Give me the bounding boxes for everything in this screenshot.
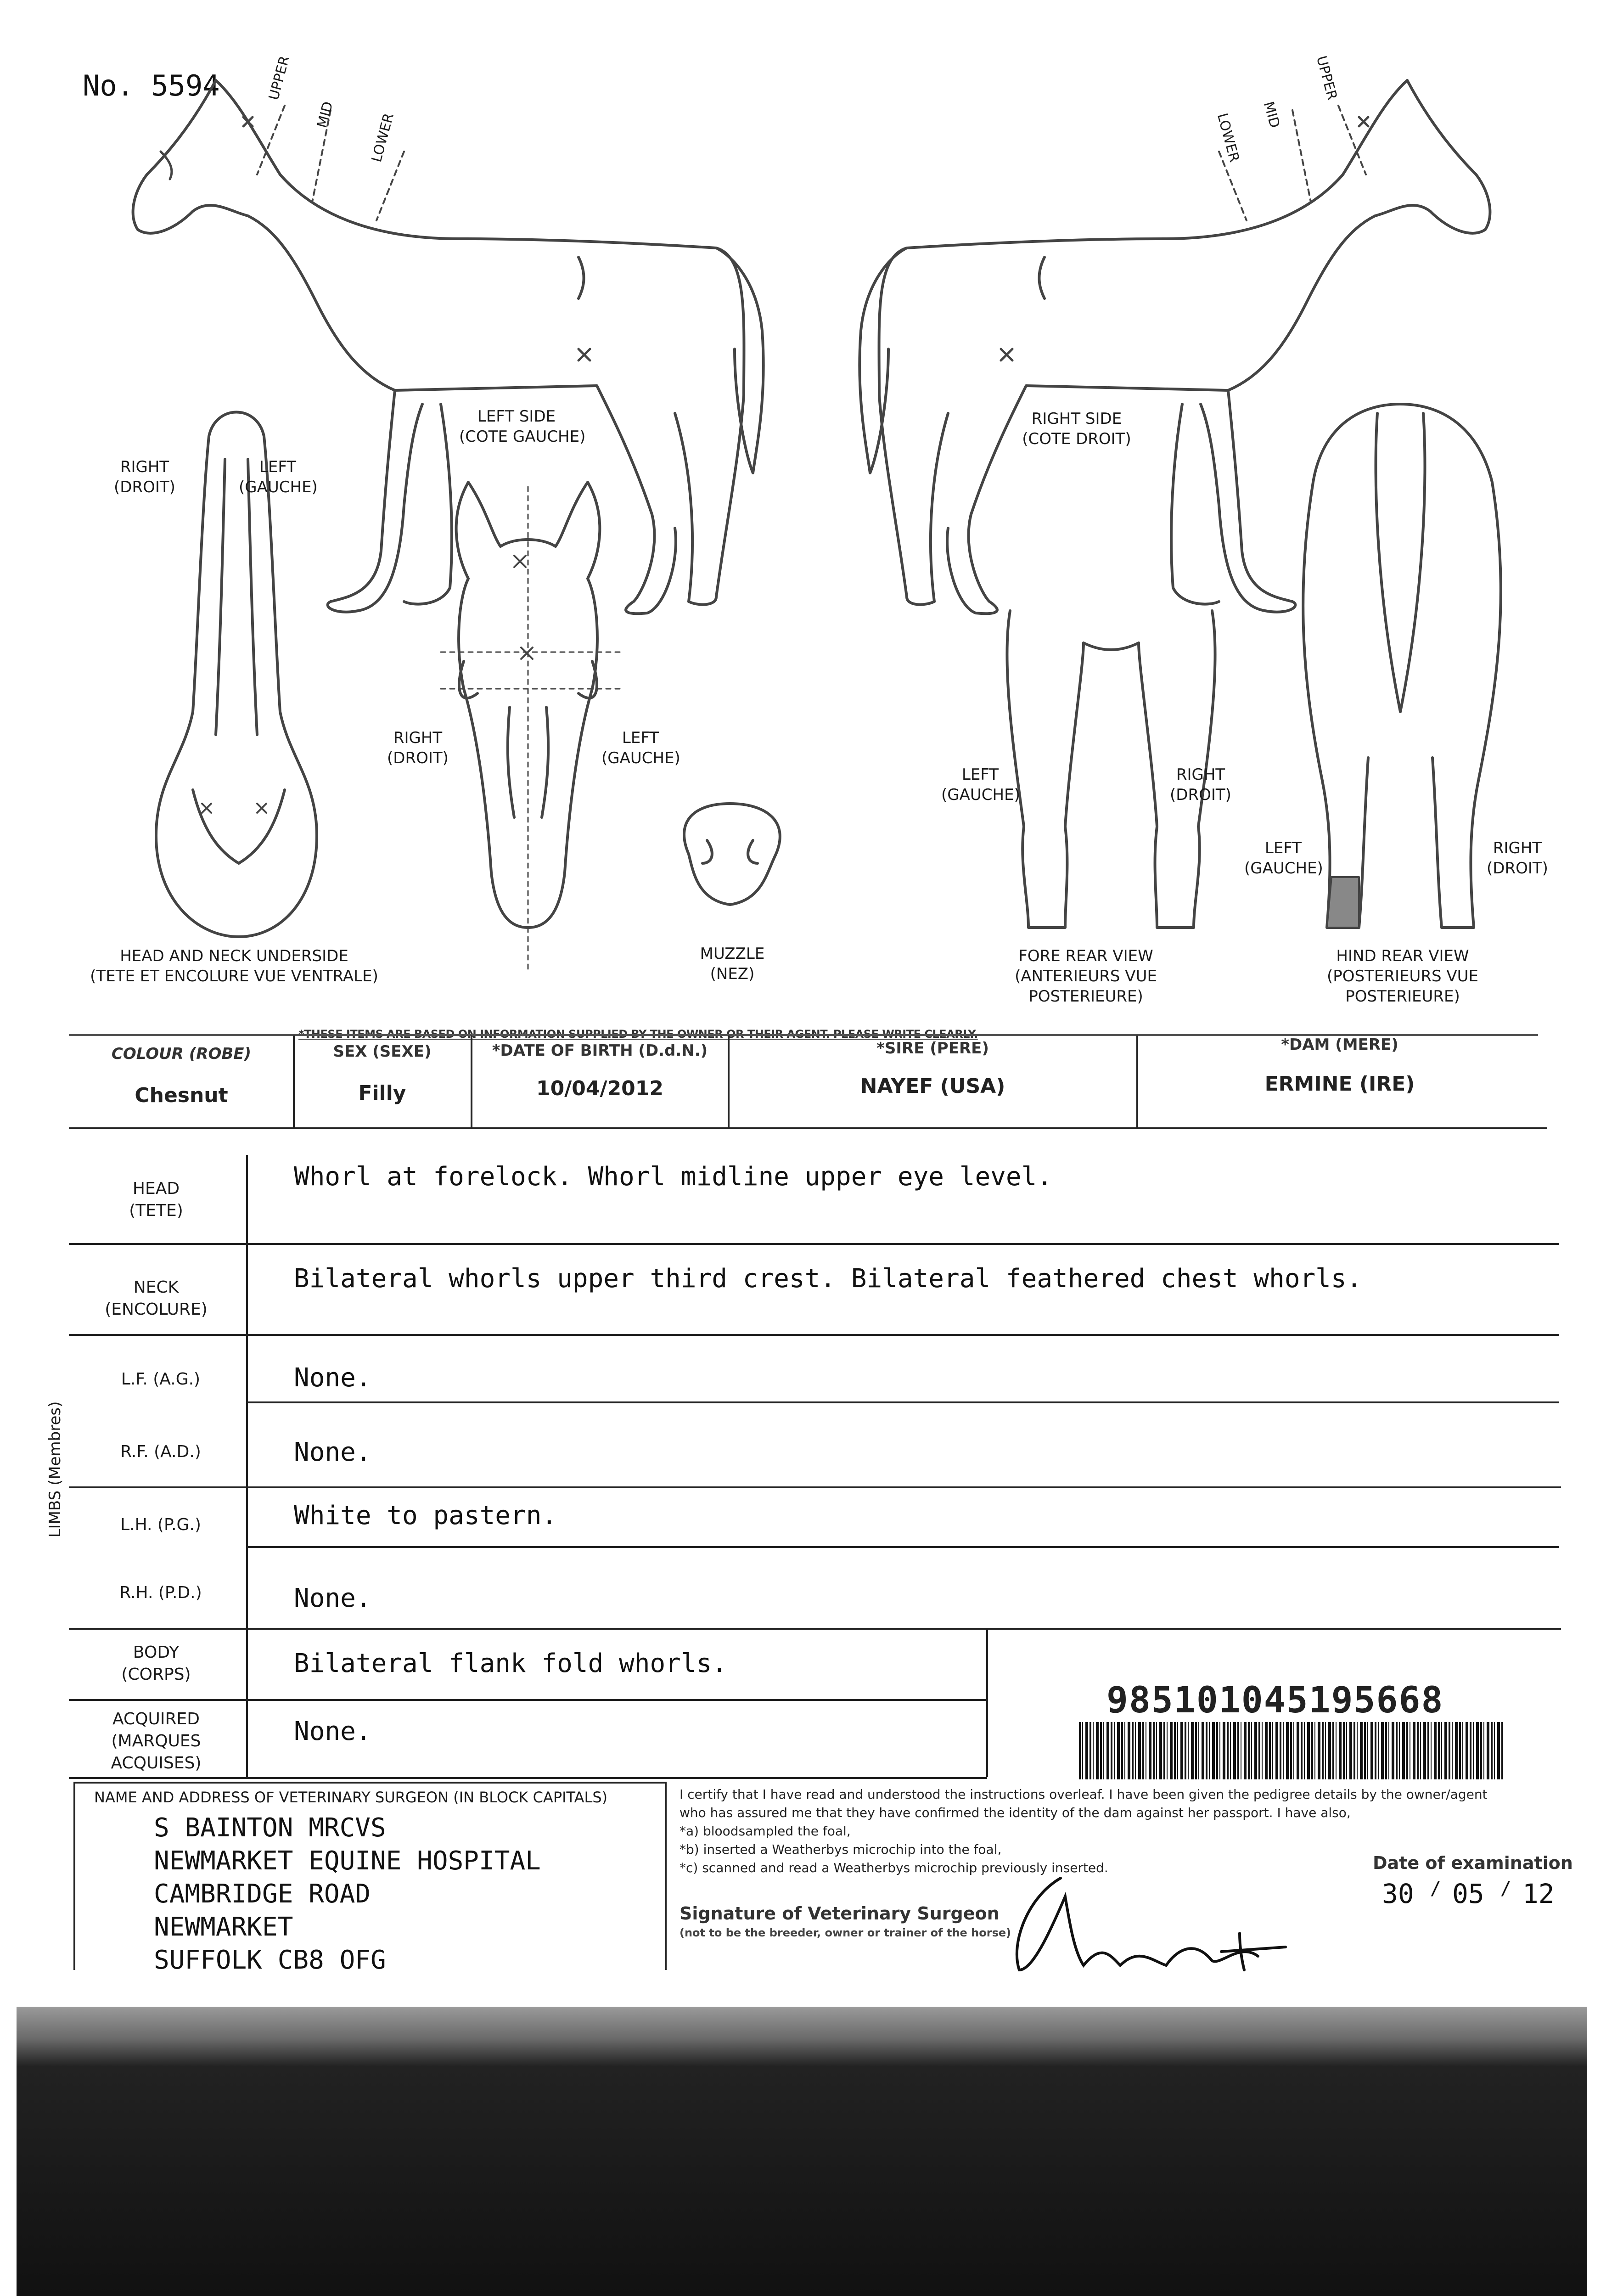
date-separator: / <box>1500 1878 1522 1899</box>
markings-label-divider <box>246 1155 248 1777</box>
body-row-label: BODY (CORPS) <box>121 1643 191 1684</box>
rh-markings: None. <box>294 1583 371 1613</box>
right-side-horse-drawing <box>859 80 1490 613</box>
hind-rear-view-drawing <box>1303 404 1501 928</box>
rule-lf <box>246 1401 1559 1403</box>
exam-year: 12 <box>1522 1878 1555 1909</box>
underside-caption: HEAD AND NECK UNDERSIDE (TETE ET ENCOLURE VUE VENTRALE) <box>90 947 378 985</box>
acquired-row-label: ACQUIRED (MARQUES ACQUISES) <box>111 1710 202 1773</box>
acquired-markings: None. <box>294 1716 371 1746</box>
vet-address-line: SUFFOLK CB8 OFG <box>154 1945 386 1975</box>
limbs-group-label: LIMBS (Membres) <box>46 1401 64 1538</box>
rule-rh <box>69 1628 1561 1630</box>
body-right-divider <box>986 1628 988 1777</box>
body-markings: Bilateral flank fold whorls. <box>294 1649 728 1678</box>
hind-caption: HIND REAR VIEW (POSTERIEURS VUE POSTERIEURE) <box>1327 947 1479 1006</box>
muzzle-drawing <box>684 804 780 905</box>
dam-label: *DAM (MERE) <box>1281 1035 1398 1054</box>
right-side-label: RIGHT SIDE (COTE DROIT) <box>1022 410 1131 448</box>
vet-divider <box>665 1782 667 1970</box>
vet-certification: I certify that I have read and understood the instructions overleaf. I have been given the pedigree details by the owner/agent who has assured me that they have confirmed the identity of the dam against her passport. I have also, *a) bloodsampled the foal, *b) inserted a Weatherbys microchip into the foal, *c) scanned and read a Weatherbys microchip previously inserted. <box>680 1787 1488 1875</box>
sire-value: NAYEF (USA) <box>860 1075 1005 1098</box>
sire-label: *SIRE (PERE) <box>876 1039 989 1058</box>
underside-left-label: LEFT (GAUCHE) <box>239 458 318 496</box>
hind-right-label: RIGHT (DROIT) <box>1487 839 1548 878</box>
exam-day: 30 <box>1382 1878 1414 1909</box>
signature-label: Signature of Veterinary Surgeon <box>680 1903 1000 1924</box>
vet-address <box>154 1812 541 1977</box>
colour-value: Chesnut <box>135 1084 228 1107</box>
date-separator: / <box>1430 1878 1452 1899</box>
fore-caption: FORE REAR VIEW (ANTERIEURS VUE POSTERIEURE) <box>1015 947 1157 1006</box>
microchip-number: 985101045195668 <box>1106 1680 1444 1721</box>
neck-row-label: NECK (ENCOLURE) <box>105 1278 208 1319</box>
identity-bottom-rule <box>69 1127 1547 1129</box>
rule-lh <box>246 1546 1559 1548</box>
vet-address-label: NAME AND ADDRESS OF VETERINARY SURGEON (IN BLOCK CAPITALS) <box>94 1789 608 1806</box>
underside-right-label: RIGHT (DROIT) <box>114 458 175 496</box>
head-right-label: RIGHT (DROIT) <box>387 729 449 767</box>
neck-markings: Bilateral whorls upper third crest. Bilateral feathered chest whorls. <box>294 1264 1362 1294</box>
vet-address-line: S BAINTON MRCVS <box>154 1813 386 1843</box>
rule-body <box>69 1699 987 1701</box>
dam-value: ERMINE (IRE) <box>1264 1072 1415 1096</box>
lh-row-label: L.H. (P.G.) <box>120 1515 201 1534</box>
dob-label: *DATE OF BIRTH (D.d.N.) <box>492 1041 708 1060</box>
neck-level-mid-right: MID <box>1260 100 1283 130</box>
muzzle-caption: MUZZLE (NEZ) <box>700 945 765 983</box>
horse-diagrams <box>0 0 1623 1024</box>
sex-value: Filly <box>358 1081 406 1105</box>
rule-rf <box>69 1486 1561 1488</box>
head-left-label: LEFT (GAUCHE) <box>601 729 680 767</box>
scan-shadow <box>17 2007 1587 2296</box>
exam-month: 05 <box>1452 1878 1484 1909</box>
rf-row-label: R.F. (A.D.) <box>120 1442 201 1461</box>
neck-level-lower-left: LOWER <box>368 111 397 164</box>
date-of-examination <box>1382 1878 1555 1909</box>
lf-row-label: L.F. (A.G.) <box>121 1370 201 1389</box>
colour-label: COLOUR (ROBE) <box>111 1045 252 1063</box>
dob-value: 10/04/2012 <box>536 1077 664 1100</box>
left-side-horse-drawing <box>133 80 764 613</box>
vet-top-rule <box>73 1782 666 1784</box>
rf-markings: None. <box>294 1437 371 1467</box>
date-of-examination-label: Date of examination <box>1373 1853 1573 1873</box>
vet-address-line: NEWMARKET <box>154 1912 293 1942</box>
vet-signature <box>1001 1860 1309 1979</box>
neck-level-upper-left: UPPER <box>265 54 293 102</box>
fore-right-label: RIGHT (DROIT) <box>1170 765 1231 804</box>
hind-left-label: LEFT (GAUCHE) <box>1244 839 1323 878</box>
lh-markings: White to pastern. <box>294 1501 557 1531</box>
head-row-label: HEAD (TETE) <box>129 1179 183 1220</box>
rh-row-label: R.H. (P.D.) <box>119 1583 202 1602</box>
rule-neck <box>69 1334 1559 1336</box>
vet-left-rule <box>73 1782 75 1970</box>
rule-head <box>69 1243 1559 1245</box>
vet-address-line: NEWMARKET EQUINE HOSPITAL <box>154 1846 541 1876</box>
neck-level-lower-right: LOWER <box>1213 111 1242 164</box>
neck-level-mid-left: MID <box>314 100 337 130</box>
certificate-number: No. 5594 <box>83 69 220 102</box>
front-head-drawing <box>456 482 600 928</box>
sex-label: SEX (SEXE) <box>333 1042 432 1061</box>
lf-markings: None. <box>294 1363 371 1393</box>
vet-address-line: CAMBRIDGE ROAD <box>154 1879 371 1909</box>
microchip-barcode <box>1079 1722 1504 1779</box>
rule-acquired <box>69 1777 987 1779</box>
left-side-label: LEFT SIDE (COTE GAUCHE) <box>459 407 586 446</box>
signature-note: (not to be the breeder, owner or trainer of the horse) <box>680 1926 1011 1939</box>
fore-left-label: LEFT (GAUCHE) <box>941 765 1020 804</box>
neck-level-upper-right: UPPER <box>1313 54 1341 102</box>
head-markings: Whorl at forelock. Whorl midline upper eye level. <box>294 1162 1053 1192</box>
